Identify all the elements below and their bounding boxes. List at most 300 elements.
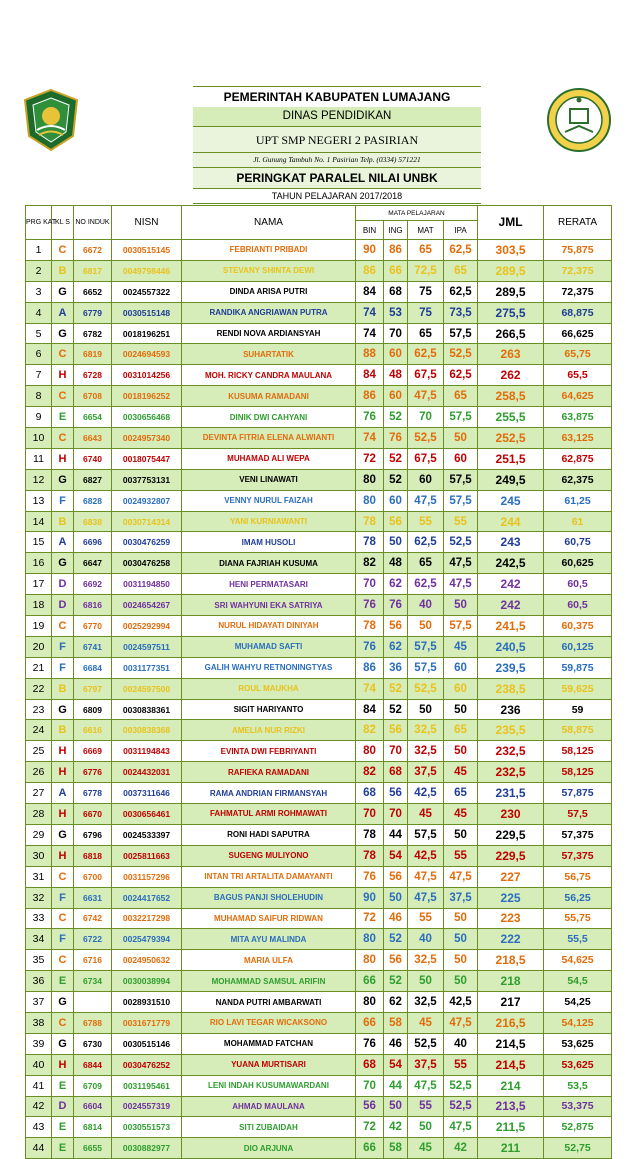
jml-total: 217 (478, 992, 544, 1013)
mat-score: 37,5 (408, 1054, 444, 1075)
nisn-cell: 0030714314 (112, 511, 182, 532)
rank-cell: 1 (26, 240, 52, 261)
jml-total: 235,5 (478, 720, 544, 741)
ipa-score: 55 (444, 1054, 478, 1075)
ipa-score: 57,5 (444, 469, 478, 490)
bin-score: 78 (356, 532, 384, 553)
table-row (26, 866, 612, 887)
name-cell: RANDIKA ANGRIAWAN PUTRA (182, 302, 356, 323)
table-row (26, 783, 612, 804)
rerata-cell: 62,375 (544, 469, 612, 490)
mat-score: 55 (408, 1096, 444, 1117)
class-cell: D (52, 595, 74, 616)
nisn-cell: 0024950632 (112, 950, 182, 971)
name-cell: DINIK DWI CAHYANI (182, 407, 356, 428)
class-cell: F (52, 887, 74, 908)
name-cell: GALIH WAHYU RETNONINGTYAS (182, 657, 356, 678)
bin-score: 70 (356, 574, 384, 595)
table-row (26, 636, 612, 657)
bin-score: 80 (356, 929, 384, 950)
jml-total: 252,5 (478, 428, 544, 449)
col-nama: NAMA (182, 206, 356, 240)
jml-total: 239,5 (478, 657, 544, 678)
col-jml: JML (478, 206, 544, 240)
jml-total: 249,5 (478, 469, 544, 490)
rank-cell: 20 (26, 636, 52, 657)
mat-score: 65 (408, 553, 444, 574)
ipa-score: 47,5 (444, 1117, 478, 1138)
rerata-cell: 72,375 (544, 281, 612, 302)
no-induk-cell: 6828 (74, 490, 112, 511)
ipa-score: 60 (444, 657, 478, 678)
ing-score: 56 (384, 950, 408, 971)
col-prg: PRG KAT (26, 206, 52, 240)
class-cell: E (52, 407, 74, 428)
bin-score: 76 (356, 636, 384, 657)
name-cell: NANDA PUTRI AMBARWATI (182, 992, 356, 1013)
class-cell: C (52, 428, 74, 449)
table-row (26, 845, 612, 866)
ipa-score: 50 (444, 929, 478, 950)
class-cell: F (52, 636, 74, 657)
report-sheet (25, 82, 611, 1156)
ipa-score: 60 (444, 678, 478, 699)
rerata-cell: 75,875 (544, 240, 612, 261)
rerata-cell: 63,875 (544, 407, 612, 428)
bin-score: 74 (356, 323, 384, 344)
class-cell: G (52, 553, 74, 574)
nisn-cell: 0028931510 (112, 992, 182, 1013)
ipa-score: 45 (444, 762, 478, 783)
bin-score: 68 (356, 1054, 384, 1075)
class-cell: B (52, 260, 74, 281)
table-row (26, 1033, 612, 1054)
rank-cell: 28 (26, 804, 52, 825)
name-cell: DIANA FAJRIAH KUSUMA (182, 553, 356, 574)
table-row (26, 1075, 612, 1096)
ing-score: 70 (384, 804, 408, 825)
bin-score: 80 (356, 741, 384, 762)
no-induk-cell: 6776 (74, 762, 112, 783)
table-row (26, 1012, 612, 1033)
nisn-cell: 0024557322 (112, 281, 182, 302)
rank-cell: 34 (26, 929, 52, 950)
jml-total: 214,5 (478, 1033, 544, 1054)
bin-score: 78 (356, 616, 384, 637)
ing-score: 86 (384, 240, 408, 261)
bin-score: 80 (356, 992, 384, 1013)
name-cell: VENNY NURUL FAIZAH (182, 490, 356, 511)
mat-score: 62,5 (408, 344, 444, 365)
bin-score: 78 (356, 824, 384, 845)
no-induk-cell: 6654 (74, 407, 112, 428)
class-cell: E (52, 971, 74, 992)
mat-score: 47,5 (408, 490, 444, 511)
name-cell: DEVINTA FITRIA ELENA ALWIANTI (182, 428, 356, 449)
ing-score: 56 (384, 511, 408, 532)
nisn-cell: 0030656468 (112, 407, 182, 428)
name-cell: MARIA ULFA (182, 950, 356, 971)
no-induk-cell: 6741 (74, 636, 112, 657)
mat-score: 45 (408, 804, 444, 825)
no-induk-cell: 6779 (74, 302, 112, 323)
nisn-cell: 0024533397 (112, 824, 182, 845)
rank-cell: 17 (26, 574, 52, 595)
rerata-cell: 54,25 (544, 992, 612, 1013)
jml-total: 230 (478, 804, 544, 825)
rerata-cell: 62,875 (544, 448, 612, 469)
ing-score: 52 (384, 971, 408, 992)
table-row (26, 365, 612, 386)
rerata-cell: 53,375 (544, 1096, 612, 1117)
rerata-cell: 52,75 (544, 1138, 612, 1159)
nisn-cell: 0018196251 (112, 323, 182, 344)
jml-total: 218 (478, 971, 544, 992)
ipa-score: 50 (444, 908, 478, 929)
table-row (26, 386, 612, 407)
bin-score: 90 (356, 887, 384, 908)
rank-cell: 15 (26, 532, 52, 553)
mat-score: 65 (408, 240, 444, 261)
ing-score: 44 (384, 1075, 408, 1096)
ipa-score: 57,5 (444, 323, 478, 344)
school-logo-icon (545, 86, 613, 154)
nisn-cell: 0030515146 (112, 1033, 182, 1054)
ing-score: 52 (384, 448, 408, 469)
table-row (26, 741, 612, 762)
rank-cell: 21 (26, 657, 52, 678)
mat-score: 57,5 (408, 824, 444, 845)
ipa-score: 47,5 (444, 1012, 478, 1033)
ipa-score: 50 (444, 428, 478, 449)
nisn-cell: 0025292994 (112, 616, 182, 637)
class-cell: C (52, 616, 74, 637)
col-rerata: RERATA (544, 206, 612, 240)
class-cell: H (52, 448, 74, 469)
bin-score: 66 (356, 1138, 384, 1159)
mat-score: 55 (408, 908, 444, 929)
ing-score: 56 (384, 783, 408, 804)
mat-score: 50 (408, 1117, 444, 1138)
ing-score: 50 (384, 532, 408, 553)
jml-total: 238,5 (478, 678, 544, 699)
mat-score: 32,5 (408, 720, 444, 741)
nisn-cell: 0030551573 (112, 1117, 182, 1138)
no-induk-cell: 6816 (74, 595, 112, 616)
name-cell: MOHAMMAD SAMSUL ARIFIN (182, 971, 356, 992)
no-induk-cell: 6827 (74, 469, 112, 490)
name-cell: MUHAMAD SAIFUR RIDWAN (182, 908, 356, 929)
ing-score: 46 (384, 1033, 408, 1054)
table-row (26, 574, 612, 595)
rank-cell: 12 (26, 469, 52, 490)
jml-total: 255,5 (478, 407, 544, 428)
bin-score: 76 (356, 866, 384, 887)
no-induk-cell: 6696 (74, 532, 112, 553)
col-mat: MAT (408, 221, 444, 240)
name-cell: MOHAMMAD FATCHAN (182, 1033, 356, 1054)
mat-score: 62,5 (408, 532, 444, 553)
ipa-score: 52,5 (444, 1096, 478, 1117)
ipa-score: 47,5 (444, 553, 478, 574)
name-cell: MOH. RICKY CANDRA MAULANA (182, 365, 356, 386)
class-cell: E (52, 1138, 74, 1159)
jml-total: 244 (478, 511, 544, 532)
mat-score: 50 (408, 699, 444, 720)
table-row (26, 448, 612, 469)
ing-score: 70 (384, 741, 408, 762)
ing-score: 68 (384, 762, 408, 783)
ranking-table (25, 205, 612, 1159)
ing-score: 70 (384, 323, 408, 344)
rerata-cell: 59 (544, 699, 612, 720)
ipa-score: 52,5 (444, 1075, 478, 1096)
jml-total: 263 (478, 344, 544, 365)
mat-score: 75 (408, 302, 444, 323)
ing-score: 58 (384, 1138, 408, 1159)
name-cell: RAFIEKA RAMADANI (182, 762, 356, 783)
rank-cell: 7 (26, 365, 52, 386)
table-row (26, 553, 612, 574)
nisn-cell: 0030882977 (112, 1138, 182, 1159)
nisn-cell: 0030515145 (112, 240, 182, 261)
nisn-cell: 0024957340 (112, 428, 182, 449)
class-cell: H (52, 1054, 74, 1075)
no-induk-cell: 6818 (74, 845, 112, 866)
col-kls: KL S (52, 206, 74, 240)
rerata-cell: 63,125 (544, 428, 612, 449)
ing-score: 54 (384, 1054, 408, 1075)
rank-cell: 5 (26, 323, 52, 344)
no-induk-cell: 6742 (74, 908, 112, 929)
class-cell: G (52, 992, 74, 1013)
bin-score: 86 (356, 657, 384, 678)
nisn-cell: 0030656461 (112, 804, 182, 825)
nisn-cell: 0030476259 (112, 532, 182, 553)
ing-score: 60 (384, 386, 408, 407)
table-row (26, 595, 612, 616)
rerata-cell: 55,75 (544, 908, 612, 929)
jml-total: 266,5 (478, 323, 544, 344)
rank-cell: 40 (26, 1054, 52, 1075)
no-induk-cell: 6647 (74, 553, 112, 574)
jml-total: 262 (478, 365, 544, 386)
jml-total: 225 (478, 887, 544, 908)
rerata-cell: 58,875 (544, 720, 612, 741)
ipa-score: 52,5 (444, 344, 478, 365)
no-induk-cell: 6643 (74, 428, 112, 449)
no-induk-cell: 6708 (74, 386, 112, 407)
table-row (26, 1138, 612, 1159)
col-ing: ING (384, 221, 408, 240)
mat-score: 42,5 (408, 783, 444, 804)
rerata-cell: 54,625 (544, 950, 612, 971)
rerata-cell: 57,875 (544, 783, 612, 804)
mat-score: 47,5 (408, 386, 444, 407)
jml-total: 231,5 (478, 783, 544, 804)
ipa-score: 50 (444, 824, 478, 845)
no-induk-cell: 6838 (74, 511, 112, 532)
rerata-cell: 65,75 (544, 344, 612, 365)
col-no-induk: NO INDUK (74, 206, 112, 240)
jml-total: 242 (478, 574, 544, 595)
rank-cell: 4 (26, 302, 52, 323)
table-row (26, 824, 612, 845)
bin-score: 72 (356, 448, 384, 469)
no-induk-cell: 6684 (74, 657, 112, 678)
class-cell: D (52, 1096, 74, 1117)
rank-cell: 29 (26, 824, 52, 845)
bin-score: 74 (356, 302, 384, 323)
mat-score: 67,5 (408, 448, 444, 469)
name-cell: LENI INDAH KUSUMAWARDANI (182, 1075, 356, 1096)
mat-score: 52,5 (408, 1033, 444, 1054)
rank-cell: 44 (26, 1138, 52, 1159)
ipa-score: 42,5 (444, 992, 478, 1013)
nisn-cell: 0030038994 (112, 971, 182, 992)
ipa-score: 65 (444, 720, 478, 741)
class-cell: C (52, 1012, 74, 1033)
ing-score: 44 (384, 824, 408, 845)
bin-score: 80 (356, 490, 384, 511)
no-induk-cell: 6844 (74, 1054, 112, 1075)
no-induk-cell: 6716 (74, 950, 112, 971)
mat-score: 57,5 (408, 636, 444, 657)
jml-total: 275,5 (478, 302, 544, 323)
class-cell: F (52, 657, 74, 678)
nisn-cell: 0031195461 (112, 1075, 182, 1096)
mat-score: 32,5 (408, 741, 444, 762)
ipa-score: 47,5 (444, 866, 478, 887)
table-row (26, 616, 612, 637)
rerata-cell: 58,125 (544, 741, 612, 762)
mat-score: 32,5 (408, 992, 444, 1013)
jml-total: 242 (478, 595, 544, 616)
rerata-cell: 56,75 (544, 866, 612, 887)
ing-score: 56 (384, 866, 408, 887)
table-row (26, 407, 612, 428)
ipa-score: 55 (444, 511, 478, 532)
no-induk-cell: 6796 (74, 824, 112, 845)
no-induk-cell: 6728 (74, 365, 112, 386)
rerata-cell: 54,5 (544, 971, 612, 992)
name-cell: MUHAMAD SAFTI (182, 636, 356, 657)
rank-cell: 14 (26, 511, 52, 532)
name-cell: BAGUS PANJI SHOLEHUDIN (182, 887, 356, 908)
ing-score: 62 (384, 992, 408, 1013)
rank-cell: 24 (26, 720, 52, 741)
class-cell: H (52, 762, 74, 783)
ing-score: 52 (384, 929, 408, 950)
rank-cell: 2 (26, 260, 52, 281)
name-cell: VENI LINAWATI (182, 469, 356, 490)
rank-cell: 37 (26, 992, 52, 1013)
rank-cell: 16 (26, 553, 52, 574)
rerata-cell: 57,5 (544, 804, 612, 825)
col-nisn: NISN (112, 206, 182, 240)
nisn-cell: 0037311646 (112, 783, 182, 804)
jml-total: 229,5 (478, 824, 544, 845)
mat-score: 65 (408, 323, 444, 344)
nisn-cell: 0030515148 (112, 302, 182, 323)
bin-score: 90 (356, 240, 384, 261)
ipa-score: 60 (444, 448, 478, 469)
nisn-cell: 0032217298 (112, 908, 182, 929)
rerata-cell: 52,875 (544, 1117, 612, 1138)
class-cell: B (52, 678, 74, 699)
name-cell: DINDA ARISA PUTRI (182, 281, 356, 302)
class-cell: A (52, 783, 74, 804)
rank-cell: 33 (26, 908, 52, 929)
table-row (26, 1096, 612, 1117)
no-induk-cell: 6722 (74, 929, 112, 950)
rerata-cell: 60,375 (544, 616, 612, 637)
mat-score: 62,5 (408, 574, 444, 595)
table-row (26, 511, 612, 532)
table-row (26, 804, 612, 825)
table-row (26, 971, 612, 992)
jml-total: 232,5 (478, 741, 544, 762)
jml-total: 214 (478, 1075, 544, 1096)
ing-score: 54 (384, 845, 408, 866)
class-cell: C (52, 908, 74, 929)
ing-score: 50 (384, 1096, 408, 1117)
nisn-cell: 0025811663 (112, 845, 182, 866)
no-induk-cell: 6782 (74, 323, 112, 344)
mat-score: 37,5 (408, 762, 444, 783)
jml-total: 242,5 (478, 553, 544, 574)
class-cell: G (52, 323, 74, 344)
ing-score: 53 (384, 302, 408, 323)
bin-score: 88 (356, 344, 384, 365)
mat-score: 50 (408, 971, 444, 992)
mat-score: 52,5 (408, 428, 444, 449)
table-row (26, 699, 612, 720)
jml-total: 232,5 (478, 762, 544, 783)
name-cell: RIO LAVI TEGAR WICAKSONO (182, 1012, 356, 1033)
ranking-rows (26, 240, 612, 1159)
ing-score: 68 (384, 281, 408, 302)
table-row (26, 992, 612, 1013)
name-cell: EVINTA DWI FEBRIYANTI (182, 741, 356, 762)
jml-total: 236 (478, 699, 544, 720)
ing-score: 46 (384, 908, 408, 929)
no-induk-cell: 6631 (74, 887, 112, 908)
bin-score: 76 (356, 595, 384, 616)
mat-score: 45 (408, 1138, 444, 1159)
col-ipa: IPA (444, 221, 478, 240)
rank-cell: 41 (26, 1075, 52, 1096)
rerata-cell: 60,75 (544, 532, 612, 553)
jml-total: 289,5 (478, 281, 544, 302)
jml-total: 243 (478, 532, 544, 553)
bin-score: 84 (356, 699, 384, 720)
rank-cell: 9 (26, 407, 52, 428)
bin-score: 84 (356, 365, 384, 386)
jml-total: 240,5 (478, 636, 544, 657)
name-cell: MUHAMAD ALI WEPA (182, 448, 356, 469)
mat-score: 45 (408, 1012, 444, 1033)
class-cell: H (52, 804, 74, 825)
ipa-score: 37,5 (444, 887, 478, 908)
mat-score: 72,5 (408, 260, 444, 281)
name-cell: STEVANY SHINTA DEWI (182, 260, 356, 281)
nisn-cell: 0037753131 (112, 469, 182, 490)
rerata-cell: 59,625 (544, 678, 612, 699)
no-induk-cell: 6616 (74, 720, 112, 741)
ipa-score: 50 (444, 950, 478, 971)
no-induk-cell: 6770 (74, 616, 112, 637)
